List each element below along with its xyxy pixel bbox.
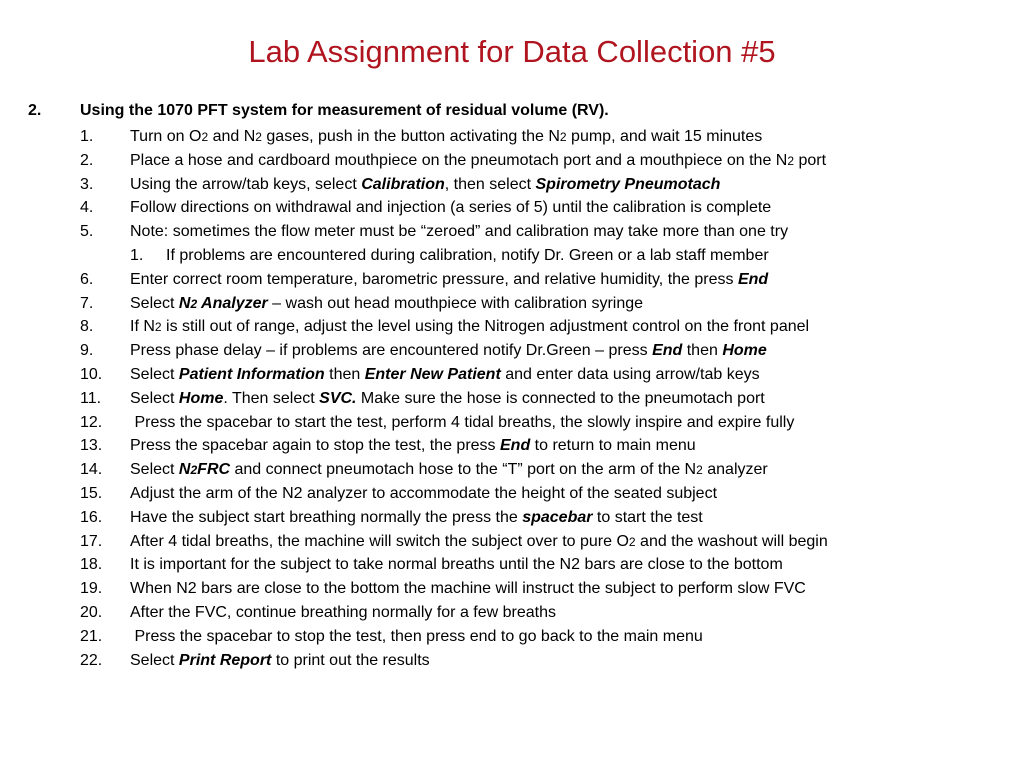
step-10 [80,363,1020,387]
step-text [130,176,720,193]
key-home: Home [722,342,767,360]
step-text-part: Select [130,365,179,383]
subscript-2: 2 [787,153,795,168]
step-number: 12. [80,413,103,431]
step-22 [80,649,1020,673]
key-spacebar: spacebar [522,508,593,526]
step-text-part: Select [130,294,179,312]
section-number: 2. [28,102,42,119]
step-2 [80,149,1020,173]
step-text [130,342,767,359]
step-text-part: Place a hose and cardboard mouthpiece on the pneumotach port and a mouthpiece on the N [130,151,788,169]
menu-option-patient-information: Patient Information [178,365,325,383]
key-end: End [500,437,531,455]
step-text-part: to return to main menu [530,437,696,455]
step-18 [80,553,1020,577]
step-15 [80,482,1020,506]
key-end: End [737,270,769,288]
step-number: 1. [130,246,144,264]
step-text [130,271,768,288]
step-text-part: Turn on O [130,128,202,145]
step-19 [80,577,1020,601]
step-text-part: Using the arrow/tab keys, select [130,175,362,193]
steps-list [80,125,1020,672]
step-text [130,152,826,169]
step-number: 22. [80,651,103,669]
step-text-part: pump, and wait 15 minutes [566,128,763,145]
step-number: 2. [80,151,94,169]
step-number: 1. [80,128,94,145]
step-text-part: gases, push in the button activating the N [261,128,560,145]
step-12 [80,411,1020,435]
step-text-part: to start the test [592,508,703,526]
step-number: 10. [80,365,103,383]
subscript-2: 2 [190,463,198,478]
menu-option-n2-analyzer: Analyzer [197,294,268,312]
step-21 [80,625,1020,649]
step-text [130,366,760,383]
step-number: 9. [80,342,94,360]
step-text-part: Make sure the hose is connected to the pneumotach port [356,389,765,407]
step-7 [80,292,1020,316]
step-text-part: . Then select [223,389,320,407]
step-11 [80,387,1020,411]
step-text [130,390,765,407]
step-text-part: Select [130,389,179,407]
step-number: 20. [80,603,103,621]
menu-option-n2-analyzer: N [178,294,191,312]
step-text-part: and connect pneumotach hose to the “T” port on the arm of the N [230,461,697,479]
step-text: Follow directions on withdrawal and injection (a series of 5) until the calibration is complete [130,199,772,217]
step-17 [80,530,1020,554]
key-home: Home [178,389,224,407]
step-text: Press the spacebar to stop the test, then press end to go back to the main menu [130,627,703,645]
step-text [130,437,696,454]
subscript-2: 2 [190,296,198,311]
step-number: 16. [80,508,103,526]
step-text: Note: sometimes the flow meter must be “zeroed” and calibration may take more than one try [130,223,789,241]
step-text-part: Press the spacebar again to stop the test, the press [130,437,500,455]
subscript-2: 2 [255,130,262,144]
section-text: Using the 1070 PFT system for measurement of residual volume (RV). [80,102,609,119]
step-text: Press the spacebar to start the test, perform 4 tidal breaths, the slowly inspire and expire fully [130,413,795,431]
step-number: 4. [80,199,94,217]
menu-option-n2frc: N [178,461,191,479]
step-20 [80,601,1020,625]
step-text-part: – wash out head mouthpiece with calibration syringe [267,294,644,312]
step-8 [80,315,1020,339]
menu-option-n2frc: FRC [197,461,231,479]
step-text-part: and N [208,128,256,145]
step-text-part: then [682,342,723,360]
step-text: It is important for the subject to take normal breaths until the N2 bars are close to the bottom [130,556,783,574]
step-number: 6. [80,270,94,288]
step-number: 14. [80,461,103,479]
step-1 [80,125,1020,149]
step-text-part: to print out the results [271,651,430,669]
step-text-part: then [324,365,365,383]
step-text-part: Select [130,651,179,669]
step-9 [80,339,1020,363]
step-text-part: port [794,151,827,169]
step-number: 3. [80,175,94,193]
step-text: After the FVC, continue breathing normally for a few breaths [130,603,556,621]
step-number: 15. [80,484,103,502]
step-4 [80,196,1020,220]
step-text-part: Press phase delay – if problems are encountered notify Dr.Green – press [130,342,653,360]
step-text-part: is still out of range, adjust the level using the Nitrogen adjustment control on the front panel [161,318,810,336]
step-6 [80,268,1020,292]
step-14 [80,458,1020,482]
step-16 [80,506,1020,530]
subscript-2: 2 [154,320,162,335]
step-number: 7. [80,294,94,312]
slide-title: Lab Assignment for Data Collection #5 [248,34,776,69]
subscript-2: 2 [696,463,703,478]
step-text [130,461,768,478]
step-5 [80,220,1020,244]
step-13 [80,434,1020,458]
step-text [130,652,430,669]
step-text [130,509,703,526]
step-3 [80,173,1020,197]
step-text-part: and enter data using arrow/tab keys [500,365,760,383]
key-end: End [652,342,683,360]
step-text-part: If N [130,318,155,336]
menu-option-svc: SVC. [319,389,357,407]
step-number: 11. [80,389,102,407]
step-5-sub-1 [80,244,1020,268]
menu-option-print-report: Print Report [178,651,272,669]
subscript-2: 2 [559,130,567,144]
step-text-part: analyzer [702,461,768,479]
step-number: 19. [80,580,103,598]
step-text-part: , then select [444,175,536,193]
step-number: 8. [80,318,94,336]
step-text-part: Enter correct room temperature, barometric pressure, and relative humidity, the press [130,270,738,288]
step-text: If problems are encountered during calibration, notify Dr. Green or a lab staff member [166,246,769,264]
subscript-2: 2 [201,130,209,144]
menu-option-calibration: Calibration [361,175,445,193]
step-text [130,318,809,335]
step-number: 21. [80,627,103,645]
step-number: 17. [80,532,103,550]
menu-option-enter-new-patient: Enter New Patient [364,365,501,383]
step-number: 13. [80,437,103,455]
subscript-2: 2 [628,534,636,549]
step-text [130,295,643,312]
step-text: Adjust the arm of the N2 analyzer to accommodate the height of the seated subject [130,484,718,502]
menu-option-spirometry-pneumotach: Spirometry Pneumotach [535,175,721,193]
step-text-part: After 4 tidal breaths, the machine will switch the subject over to pure O [130,532,629,550]
step-text [130,533,828,550]
step-number: 5. [80,223,94,241]
step-text-part: Have the subject start breathing normally the press the [130,508,523,526]
step-text [130,128,762,145]
step-text-part: Select [130,461,179,479]
step-text: When N2 bars are close to the bottom the machine will instruct the subject to perform slow FVC [130,580,806,598]
step-text-part: and the washout will begin [635,532,828,550]
step-number: 18. [80,556,103,574]
section-heading [28,101,609,121]
